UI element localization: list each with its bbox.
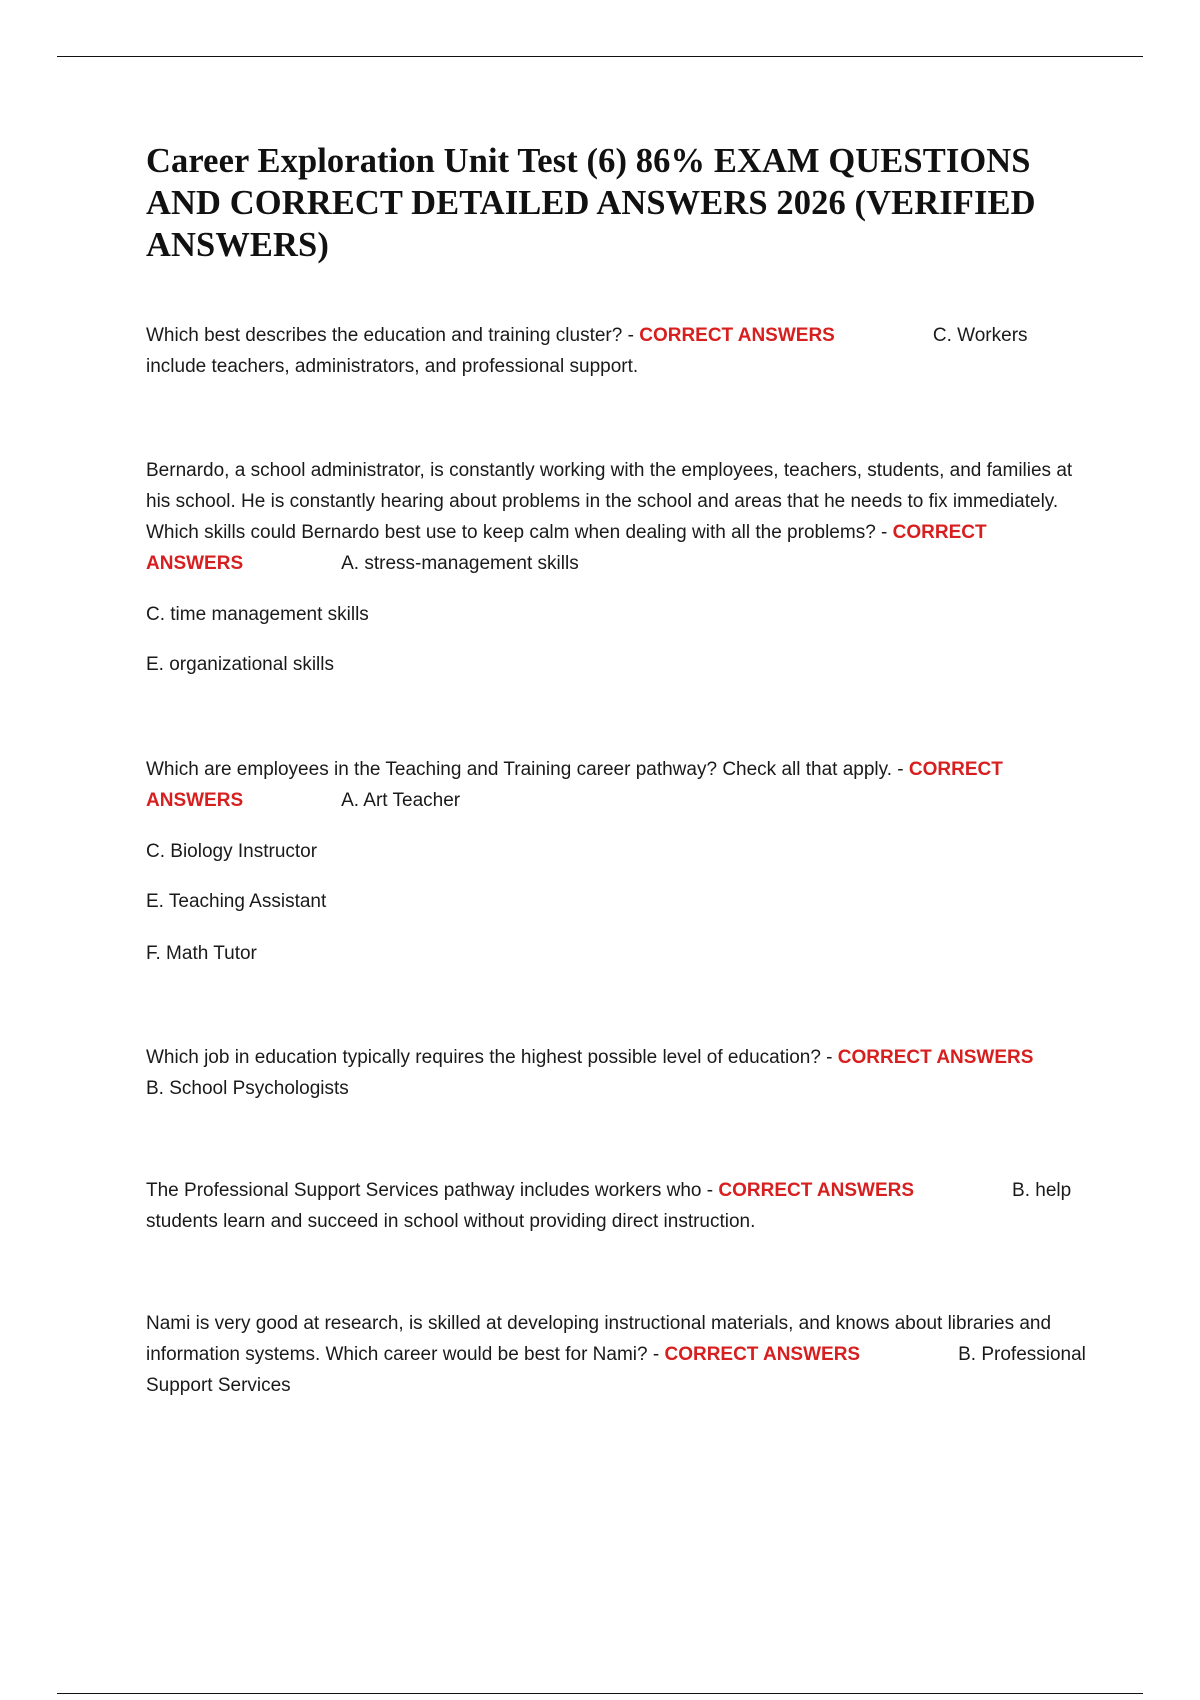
answer-text: B. School Psychologists [146,1078,349,1099]
question-block-4 [146,1042,1086,1104]
question-block-1 [146,320,1086,382]
answer-text: B. [1012,1180,1030,1201]
question-text [146,1308,1086,1401]
question-block-5 [146,1175,1086,1237]
correct-answers-marker: CORRECT ANSWERS [639,325,835,346]
correct-answers-marker: CORRECT ANSWERS [837,1047,1034,1068]
correct-answers-marker: CORRECT ANSWERS [718,1180,915,1201]
answer-option: E. organizational skills [146,654,334,675]
question-block-3 [146,754,1086,816]
question-text [146,320,1086,382]
question-prompt: Which job in education typically requires the highest possible level of education? - [146,1047,833,1068]
question-text [146,1175,1086,1237]
question-text [146,754,1086,816]
answer-option: F. Math Tutor [146,943,257,964]
answer-option: C. time management skills [146,604,369,625]
document-body [146,140,1086,1396]
question-prompt: Which are employees in the Teaching and Training career pathway? Check all that apply. - [146,759,904,780]
answer-option: E. Teaching Assistant [146,891,327,912]
document-title: Career Exploration Unit Test (6) 86% EXAM QUESTIONS AND CORRECT DETAILED ANSWERS 2026 (VERIFIED ANSWERS) [146,142,1036,264]
answer-continuation: include teachers, administrators, and professional support. [146,356,639,377]
correct-answers-marker: CORRECT ANSWERS [146,759,1003,811]
answer-option: C. Biology Instructor [146,841,318,862]
question-prompt: Nami is very good at research, is skilled at developing instructional materials, and knows about libraries and information systems. Which career would be best for Nami? - [146,1313,1052,1365]
correct-answers-marker: CORRECT ANSWERS [664,1344,861,1365]
question-prompt: The Professional Support Services pathway includes workers who - [146,1180,714,1201]
answer-text: C. Workers [932,325,1028,346]
question-prompt: Bernardo, a school administrator, is constantly working with the employees, teachers, students, and families at his school. He is constantly hearing about problems in the school and areas that he needs to fix immediately. Which skills could Bernardo best use to keep calm when dealing with all the problems? - [146,460,1073,543]
answer-text: A. stress-management skills [341,553,579,574]
correct-answers-marker: CORRECT ANSWERS [146,522,987,574]
answer-text: A. Art Teacher [341,790,461,811]
question-text [146,455,1086,579]
question-text [146,1042,1086,1073]
question-prompt: Which best describes the education and training cluster? - [146,325,634,346]
question-block-2 [146,455,1086,579]
header-rule [57,56,1143,57]
answer-continuation: Professional Support Services [146,1344,1086,1396]
question-block-6 [146,1308,1086,1401]
footer-rule [57,1693,1143,1694]
answer-continuation: help students learn and succeed in school without providing direct instruction. [146,1180,1072,1232]
answer-text: B. [958,1344,977,1365]
